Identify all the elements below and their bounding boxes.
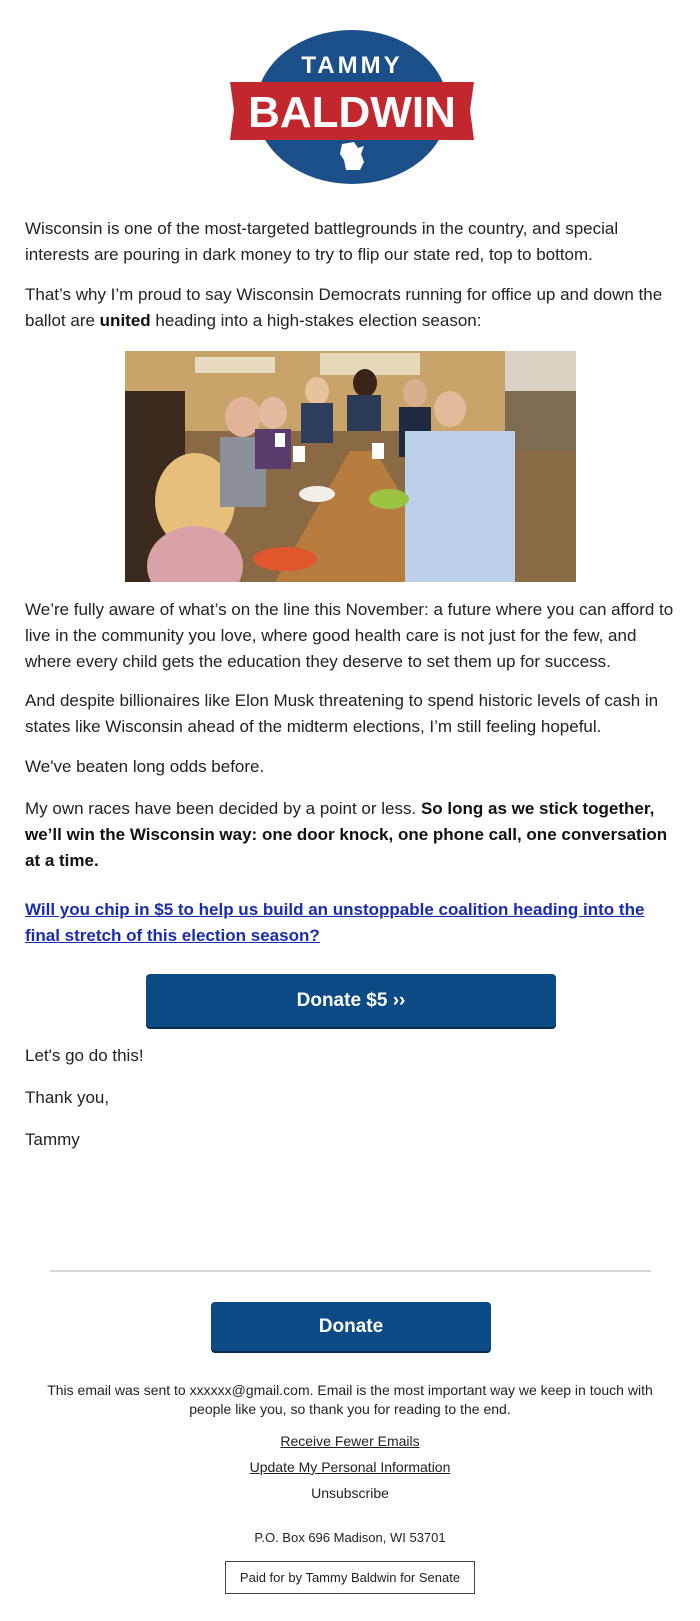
paragraph-whats-on-the-line: We’re fully aware of what’s on the line this November: a future where you can afford to live in the community you love, where good health care is not just for the few, and where every child gets the education they deserve to set them up for success. (25, 600, 674, 671)
united-bold: united (99, 311, 151, 330)
donate-button[interactable]: Donate (211, 1302, 491, 1351)
stick-together-bold: So long as we stick together, we’ll win the Wisconsin way: one door knock, one phone call, one conversation at a time. (25, 799, 668, 870)
paid-for-disclaimer: Paid for by Tammy Baldwin for Senate (225, 1561, 475, 1594)
chip-in-link[interactable]: Will you chip in $5 to help us build an unstoppable coalition heading into the final stretch of this election season? (25, 900, 645, 945)
paragraph-united-end: heading into a high-stakes election season: (150, 311, 482, 330)
logo-top-text: TAMMY (301, 52, 403, 79)
update-info-label[interactable]: Update My Personal Information (249, 1459, 451, 1475)
paragraph-battlegrounds: Wisconsin is one of the most-targeted battlegrounds in the country, and special interests are pouring in dark money to try to flip our state red, top to bottom. (25, 219, 619, 264)
paragraph-united (25, 282, 675, 334)
receive-fewer-emails-label[interactable]: Receive Fewer Emails (280, 1433, 420, 1449)
unsubscribe-link[interactable] (0, 1485, 700, 1501)
footer-divider (50, 1270, 651, 1272)
paragraph-billionaires: And despite billionaires like Elon Musk threatening to spend historic levels of cash in states like Wisconsin ahead of the midterm elections, I’m still feeling hopeful. (25, 691, 659, 736)
signoff-thank-you: Thank you, (25, 1088, 110, 1107)
receive-fewer-emails-link[interactable] (0, 1433, 700, 1449)
paragraph-own-races-start: My own races have been decided by a point or less. (25, 799, 421, 818)
donate-5-button[interactable]: Donate $5 ›› (146, 974, 556, 1027)
paragraph-united-start: That’s why I’m proud to say Wisconsin Democrats running for office up and down the ballot are (25, 285, 663, 330)
footer-notice: This email was sent to xxxxxx@gmail.com. Email is the most important way we keep in touch with people like you, so thank you for reading to the end. (47, 1382, 653, 1417)
tammy-baldwin-logo (230, 30, 474, 188)
signoff-lets-go: Let's go do this! (25, 1046, 144, 1065)
paragraph-own-races (25, 796, 675, 874)
mailing-address: P.O. Box 696 Madison, WI 53701 (254, 1530, 446, 1545)
update-info-link[interactable] (0, 1459, 700, 1475)
unsubscribe-label[interactable]: Unsubscribe (311, 1485, 389, 1501)
paragraph-long-odds: We've beaten long odds before. (25, 757, 265, 776)
signoff-name: Tammy (25, 1130, 80, 1149)
group-photo (125, 351, 576, 582)
logo-banner-text: BALDWIN (248, 88, 456, 137)
